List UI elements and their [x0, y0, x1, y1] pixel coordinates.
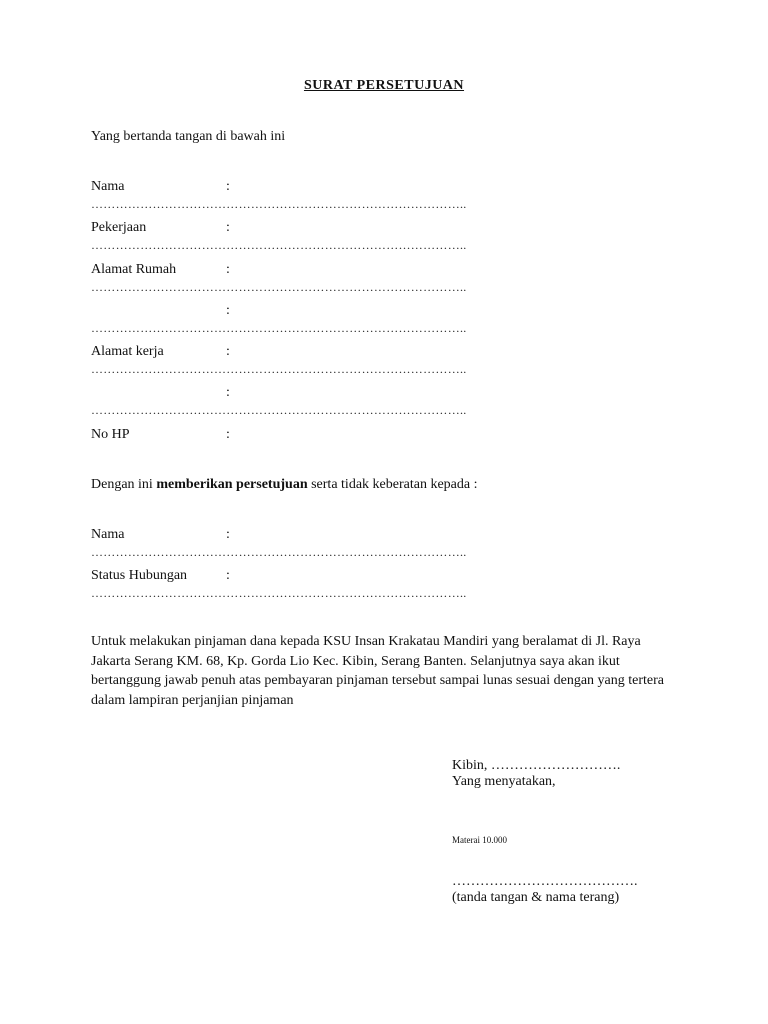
- field-colon: :: [226, 220, 230, 235]
- field-colon: :: [226, 262, 230, 277]
- dotted-line: ………………………………………………………………………………..: [91, 403, 467, 417]
- declarant-label: Yang menyatakan,: [452, 774, 556, 789]
- dotted-line: ………………………………………………………………………………..: [91, 280, 467, 294]
- consent-text-before: Dengan ini: [91, 477, 157, 492]
- stamp-note: Materai 10.000: [452, 835, 507, 845]
- signature-line: ………………………………….: [452, 874, 638, 889]
- field-colon: :: [226, 568, 230, 583]
- dotted-line: ………………………………………………………………………………..: [91, 197, 467, 211]
- intro-text: Yang bertanda tangan di bawah ini: [91, 129, 286, 144]
- dotted-line: ………………………………………………………………………………..: [91, 362, 467, 376]
- field-colon: :: [226, 344, 230, 359]
- loan-paragraph: Untuk melakukan pinjaman dana kepada KSU Insan Krakatau Mandiri yang beralamat di Jl. Raya Jakarta Serang KM. 68, Kp. Gorda Lio Kec. Kibin, Serang Banten. Selanjutnya saya akan ikut bertanggung jawab penuh atas pembayaran pinjaman tersebut sampai lunas sesuai dengan yang tertera dalam lampiran perjanjian pinjaman: [91, 634, 665, 708]
- signature-caption: (tanda tangan & nama terang): [452, 890, 620, 905]
- field-label-nama: Nama: [91, 179, 125, 194]
- field-label-no-hp: No HP: [91, 427, 130, 442]
- place-date: Kibin, ……………………….: [452, 758, 621, 773]
- field-colon: :: [226, 527, 230, 542]
- dotted-line: ………………………………………………………………………………..: [91, 586, 467, 600]
- consent-text: [91, 477, 477, 493]
- field-colon: :: [226, 427, 230, 442]
- field-label-nama-2: Nama: [91, 527, 125, 542]
- consent-text-bold: memberikan persetujuan: [156, 477, 308, 492]
- field-colon: :: [226, 385, 230, 400]
- consent-text-after: serta tidak keberatan kepada :: [307, 477, 478, 492]
- dotted-line: ………………………………………………………………………………..: [91, 545, 467, 559]
- field-label-alamat-kerja: Alamat kerja: [91, 344, 164, 359]
- dotted-line: ………………………………………………………………………………..: [91, 321, 467, 335]
- field-label-alamat-rumah: Alamat Rumah: [91, 262, 177, 277]
- document-title: SURAT PERSETUJUAN: [303, 78, 465, 93]
- field-label-status-hubungan: Status Hubungan: [91, 568, 188, 583]
- field-colon: :: [226, 303, 230, 318]
- field-colon: :: [226, 179, 230, 194]
- dotted-line: ………………………………………………………………………………..: [91, 238, 467, 252]
- field-label-pekerjaan: Pekerjaan: [91, 220, 147, 235]
